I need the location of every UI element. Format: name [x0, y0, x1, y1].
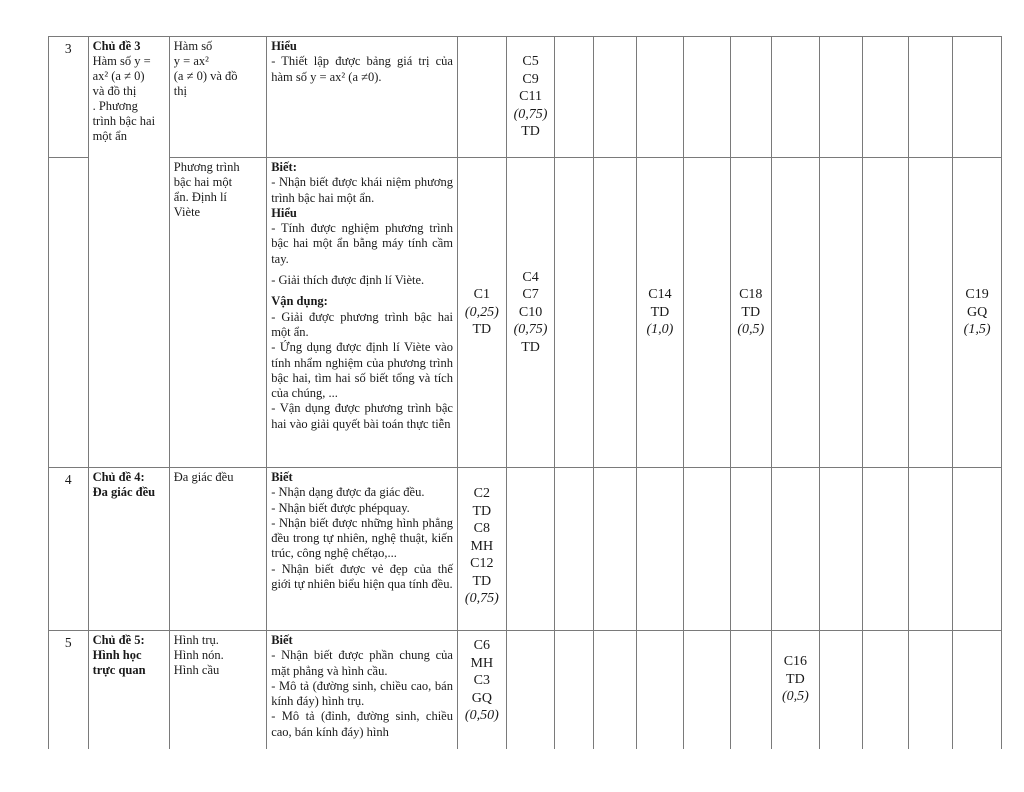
level-heading: Biết: [271, 633, 293, 647]
content-line: Viète: [173, 205, 201, 219]
objective-item: - Giải được phương trình bậc hai một ẩn.: [271, 309, 453, 339]
objective-cell: [267, 468, 458, 631]
topic-title: Chủ đề 5:: [92, 633, 145, 647]
row-number: 5: [49, 631, 89, 749]
question-cell: C2 TD C8 MH C12 TD (0,75): [457, 468, 506, 631]
content-line: Phương trình: [173, 160, 240, 174]
objective-item: - Nhận biết được vẻ đẹp của thế giới tự nhiên biểu hiện qua tính đều.: [271, 561, 453, 592]
content-line: Đa giác đều: [173, 470, 234, 484]
topic-title: Chủ đề 4:: [92, 470, 145, 484]
level-heading: Biết:: [271, 160, 297, 174]
objective-cell: [267, 631, 458, 749]
content-line: Hình trụ.: [173, 633, 219, 647]
question-cell: C6 MH C3 GQ (0,50): [457, 631, 506, 749]
objective-cell: [267, 158, 458, 468]
content-line: Hình nón.: [173, 648, 224, 662]
question-cell: C4 C7 C10 (0,75) TD: [506, 158, 555, 468]
topic-line: một ẩn: [92, 129, 127, 143]
content-line: (a ≠ 0) và đồ: [173, 69, 238, 83]
content-line: bậc hai một: [173, 175, 233, 189]
objective-item: - Nhận dạng được đa giác đều.: [271, 485, 425, 500]
question-cell: C19 GQ (1,5): [953, 158, 1002, 468]
topic-cell: [88, 631, 169, 749]
objective-item: - Nhận biết được phần chung của mặt phẳng và hình cầu.: [271, 648, 453, 678]
objective-item: - Mô tả (đường sinh, chiều cao, bán kính đáy) hình trụ.: [271, 678, 453, 709]
objective-item: - Nhận biết được khái niệm phương trình bậc hai một ẩn.: [271, 175, 453, 205]
objective-item: - Mô tả (đỉnh, đường sinh, chiều cao, bán kính đáy) hình: [271, 709, 453, 739]
content-cell: [169, 631, 266, 749]
question-cell: C1 (0,25) TD: [457, 158, 506, 468]
matrix-table: [48, 36, 1002, 749]
row-number: 4: [49, 468, 89, 631]
objective-item: - Giải thích được định lí Viète.: [271, 273, 425, 288]
objective-item: - Ứng dụng được định lí Viète vào tính nhẩm nghiệm của phương trình bậc hai, tìm hai số biết tổng và tích của chúng, ...: [271, 340, 453, 401]
topic-title: Hình học: [92, 648, 142, 662]
table-row: [49, 158, 1002, 468]
objective-cell: [267, 37, 458, 158]
topic-line: . Phương: [92, 99, 138, 113]
topic-line: trình bậc hai: [92, 114, 156, 128]
objective-item: - Nhận biết được những hình phẳng đều trong tự nhiên, nghệ thuật, kiến trúc, công nghệ chếtạo,...: [271, 515, 453, 561]
topic-line: ax² (a ≠ 0): [92, 69, 145, 83]
topic-title: Đa giác đều: [92, 485, 156, 499]
table-row: [49, 631, 1002, 749]
row-number: 3: [49, 37, 89, 158]
question-cell: C5 C9 C11 (0,75) TD: [506, 37, 555, 158]
question-cell: C18 TD (0,5): [730, 158, 771, 468]
level-heading: Vận dụng:: [271, 294, 328, 309]
question-cell: C14 TD (1,0): [636, 158, 684, 468]
topic-line: và đồ thị: [92, 84, 137, 98]
content-line: y = ax²: [173, 54, 209, 68]
objective-item: - Vận dụng được phương trình bậc hai vào giải quyết bài toán thực tiễn: [271, 401, 453, 431]
topic-cell: [88, 37, 169, 468]
content-line: thị: [173, 84, 187, 98]
objective-item: - Tính được nghiệm phương trình bậc hai một ẩn bằng máy tính cầm tay.: [271, 221, 453, 266]
objective-item: - Thiết lập được bảng giá trị của hàm số y = ax² (a ≠0).: [271, 54, 453, 84]
content-line: ẩn. Định lí: [173, 190, 227, 204]
level-heading: Biết: [271, 470, 293, 484]
content-cell: [169, 158, 266, 468]
topic-line: Hàm số y =: [92, 54, 151, 68]
question-cell: C16 TD (0,5): [771, 631, 820, 749]
level-heading: Hiểu: [271, 205, 297, 220]
content-cell: [169, 37, 266, 158]
content-cell: [169, 468, 266, 631]
table-row: [49, 37, 1002, 158]
objective-item: - Nhận biết được phépquay.: [271, 500, 410, 515]
topic-title: trực quan: [92, 663, 146, 677]
topic-title: Chủ đề 3: [92, 39, 141, 53]
table-row: [49, 468, 1002, 631]
topic-cell: [88, 468, 169, 631]
level-heading: Hiểu: [271, 39, 297, 53]
content-line: Hàm số: [173, 39, 213, 53]
content-line: Hình cầu: [173, 663, 220, 677]
